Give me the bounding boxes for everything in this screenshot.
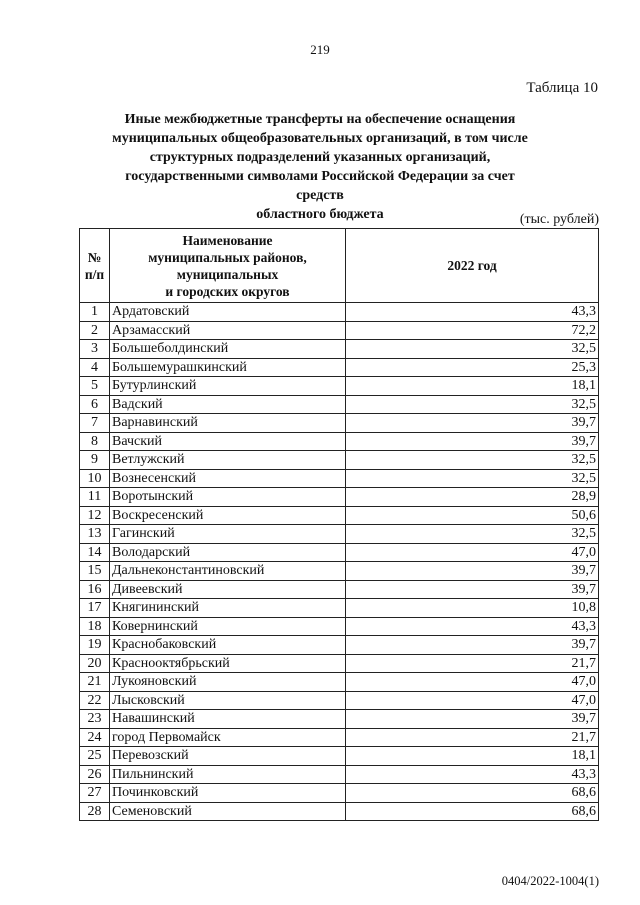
row-number: 25 (80, 747, 110, 766)
row-number: 15 (80, 562, 110, 581)
header-year: 2022 год (346, 229, 599, 303)
row-number: 26 (80, 765, 110, 784)
row-name: Гагинский (110, 525, 346, 544)
row-number: 19 (80, 636, 110, 655)
row-number: 28 (80, 802, 110, 821)
row-name: Вадский (110, 395, 346, 414)
row-name: Ветлужский (110, 451, 346, 470)
row-name: Арзамасский (110, 321, 346, 340)
row-name: Бутурлинский (110, 377, 346, 396)
table-header-row (80, 229, 599, 303)
table-row (80, 599, 599, 618)
table-row (80, 414, 599, 433)
table-row (80, 358, 599, 377)
row-value: 32,5 (346, 469, 599, 488)
row-name: Воротынский (110, 488, 346, 507)
row-number: 17 (80, 599, 110, 618)
row-number: 23 (80, 710, 110, 729)
table-row (80, 654, 599, 673)
row-name: Лысковский (110, 691, 346, 710)
row-name: Ардатовский (110, 303, 346, 322)
table-row (80, 377, 599, 396)
row-name: Вознесенский (110, 469, 346, 488)
document-code: 0404/2022-1004(1) (501, 874, 599, 888)
row-number: 11 (80, 488, 110, 507)
row-value: 10,8 (346, 599, 599, 618)
row-number: 4 (80, 358, 110, 377)
document-title (100, 110, 540, 224)
row-number: 7 (80, 414, 110, 433)
row-value: 39,7 (346, 432, 599, 451)
row-value: 39,7 (346, 636, 599, 655)
table-row (80, 691, 599, 710)
row-value: 21,7 (346, 654, 599, 673)
row-number: 6 (80, 395, 110, 414)
table-row (80, 543, 599, 562)
row-value: 21,7 (346, 728, 599, 747)
table-row (80, 395, 599, 414)
row-value: 43,3 (346, 303, 599, 322)
table-row (80, 469, 599, 488)
table-row (80, 710, 599, 729)
row-name: Дивеевский (110, 580, 346, 599)
row-name: Лукояновский (110, 673, 346, 692)
table-row (80, 802, 599, 821)
title-line: областного бюджета (256, 207, 384, 222)
row-name: Большемурашкинский (110, 358, 346, 377)
row-name: Краснобаковский (110, 636, 346, 655)
table-label: Таблица 10 (526, 80, 598, 96)
row-value: 25,3 (346, 358, 599, 377)
row-value: 39,7 (346, 580, 599, 599)
row-value: 43,3 (346, 765, 599, 784)
table-row (80, 784, 599, 803)
row-value: 39,7 (346, 710, 599, 729)
table-row (80, 617, 599, 636)
table-row (80, 747, 599, 766)
row-value: 18,1 (346, 377, 599, 396)
title-line: государственными символами Российской Федерации за счет средств (125, 169, 515, 203)
table-row (80, 765, 599, 784)
row-value: 32,5 (346, 395, 599, 414)
row-value: 68,6 (346, 784, 599, 803)
row-number: 22 (80, 691, 110, 710)
row-value: 32,5 (346, 451, 599, 470)
row-number: 10 (80, 469, 110, 488)
row-value: 47,0 (346, 673, 599, 692)
table-row (80, 451, 599, 470)
row-number: 1 (80, 303, 110, 322)
row-number: 18 (80, 617, 110, 636)
row-number: 24 (80, 728, 110, 747)
row-value: 39,7 (346, 414, 599, 433)
header-name: Наименование муниципальных районов, муниципальных и городских округов (110, 229, 346, 303)
row-number: 8 (80, 432, 110, 451)
row-name: Починковский (110, 784, 346, 803)
table-row (80, 488, 599, 507)
table-row (80, 303, 599, 322)
table-row (80, 728, 599, 747)
row-value: 72,2 (346, 321, 599, 340)
row-number: 21 (80, 673, 110, 692)
row-value: 39,7 (346, 562, 599, 581)
row-number: 14 (80, 543, 110, 562)
row-name: город Первомайск (110, 728, 346, 747)
transfers-table (79, 228, 599, 821)
title-line: Иные межбюджетные трансферты на обеспечение оснащения (124, 112, 516, 127)
row-value: 50,6 (346, 506, 599, 525)
row-number: 12 (80, 506, 110, 525)
row-name: Княгининский (110, 599, 346, 618)
title-line: структурных подразделений указанных организаций, (149, 150, 491, 165)
table-row (80, 562, 599, 581)
row-value: 18,1 (346, 747, 599, 766)
table-row (80, 636, 599, 655)
row-value: 32,5 (346, 340, 599, 359)
row-number: 2 (80, 321, 110, 340)
row-name: Навашинский (110, 710, 346, 729)
table-row (80, 340, 599, 359)
row-value: 32,5 (346, 525, 599, 544)
row-name: Варнавинский (110, 414, 346, 433)
row-number: 9 (80, 451, 110, 470)
row-name: Краснооктябрьский (110, 654, 346, 673)
table-body (80, 303, 599, 821)
row-value: 28,9 (346, 488, 599, 507)
table-row (80, 321, 599, 340)
row-name: Вачский (110, 432, 346, 451)
row-name: Дальнеконстантиновский (110, 562, 346, 581)
row-name: Ковернинский (110, 617, 346, 636)
row-number: 13 (80, 525, 110, 544)
row-number: 16 (80, 580, 110, 599)
row-name: Семеновский (110, 802, 346, 821)
row-value: 68,6 (346, 802, 599, 821)
table-row (80, 673, 599, 692)
row-number: 27 (80, 784, 110, 803)
table-row (80, 506, 599, 525)
row-name: Большеболдинский (110, 340, 346, 359)
row-value: 43,3 (346, 617, 599, 636)
row-name: Перевозский (110, 747, 346, 766)
row-value: 47,0 (346, 691, 599, 710)
row-number: 3 (80, 340, 110, 359)
row-name: Пильнинский (110, 765, 346, 784)
table-row (80, 525, 599, 544)
row-name: Володарский (110, 543, 346, 562)
header-number: № п/п (80, 229, 110, 303)
title-line: муниципальных общеобразовательных организаций, в том числе (112, 131, 528, 146)
page-number: 219 (310, 42, 330, 57)
row-value: 47,0 (346, 543, 599, 562)
row-number: 20 (80, 654, 110, 673)
units-label: (тыс. рублей) (519, 212, 599, 227)
row-name: Воскресенский (110, 506, 346, 525)
table-row (80, 432, 599, 451)
row-number: 5 (80, 377, 110, 396)
table-row (80, 580, 599, 599)
